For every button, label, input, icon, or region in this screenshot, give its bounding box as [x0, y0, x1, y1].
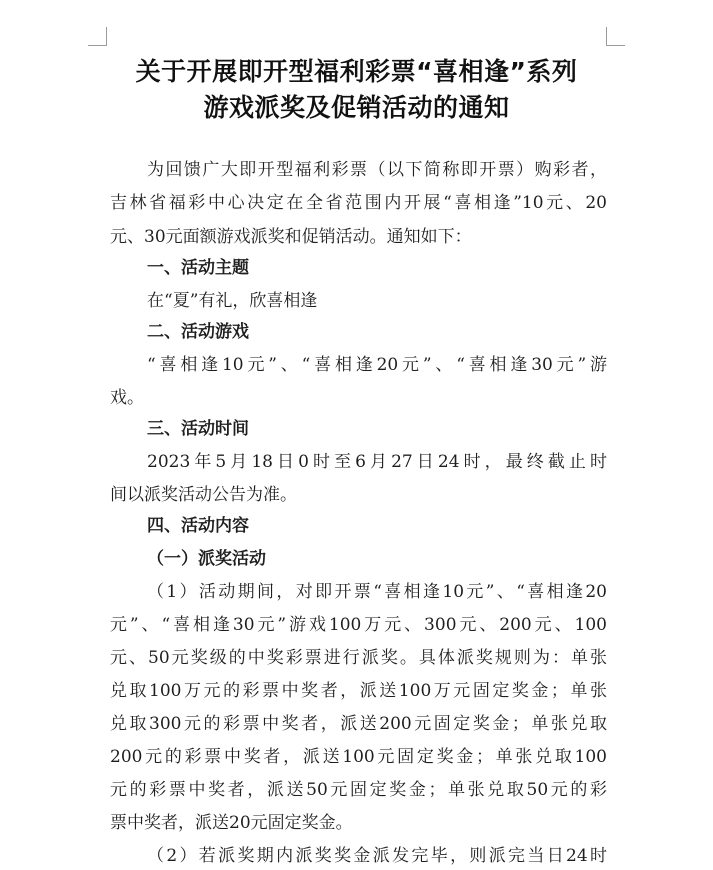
- section-3-text-line-2: 间以派奖活动公告为准。: [110, 485, 297, 505]
- section-1-heading: 一、活动主题: [147, 258, 249, 278]
- item-1-line-4: 兑取100万元的彩票中奖者，派送100万元固定奖金；单张: [110, 681, 607, 701]
- section-2-text-line-2: 戏。: [110, 388, 144, 408]
- section-4-subheading: （一）派奖活动: [147, 549, 266, 569]
- item-1-line-3: 元、50元奖级的中奖彩票进行派奖。具体派奖规则为：单张: [110, 648, 607, 668]
- intro-line-3: 元、30元面额游戏派奖和促销活动。通知如下：: [110, 227, 472, 247]
- section-2-heading: 二、活动游戏: [147, 322, 249, 342]
- item-1-line-5: 兑取300元的彩票中奖者，派送200元固定奖金；单张兑取: [110, 714, 607, 734]
- section-3-heading: 三、活动时间: [147, 419, 249, 439]
- document-title-line-2: 游戏派奖及促销活动的通知: [203, 93, 510, 122]
- item-1-line-7: 元的彩票中奖者，派送50元固定奖金；单张兑取50元的彩: [110, 780, 607, 800]
- crop-mark: [607, 45, 625, 46]
- crop-mark: [606, 27, 607, 46]
- crop-mark: [88, 45, 106, 46]
- item-2-line-1: （2）若派奖期内派奖奖金派发完毕，则派完当日24时: [147, 846, 607, 866]
- intro-line-2: 吉林省福彩中心决定在全省范围内开展“喜相逢”10元、20: [110, 193, 607, 213]
- section-2-text-line-1: “喜相逢10元”、“喜相逢20元”、“喜相逢30元”游: [147, 355, 607, 375]
- section-3-text-line-1: 2023年5月18日0时至6月27日24时，最终截止时: [147, 452, 607, 472]
- crop-mark: [106, 27, 107, 46]
- section-4-heading: 四、活动内容: [147, 516, 249, 536]
- item-1-line-1: （1）活动期间，对即开票“喜相逢10元”、“喜相逢20: [147, 582, 607, 602]
- document-title-line-1: 关于开展即开型福利彩票“喜相逢”系列: [135, 57, 578, 86]
- section-1-text: 在“夏”有礼，欣喜相逢: [147, 291, 318, 311]
- item-1-line-8: 票中奖者，派送20元固定奖金。: [110, 813, 353, 833]
- intro-line-1: 为回馈广大即开型福利彩票（以下简称即开票）购彩者，: [147, 160, 607, 180]
- item-1-line-2: 元”、“喜相逢30元”游戏100万元、300元、200元、100: [110, 615, 607, 635]
- item-1-line-6: 200元的彩票中奖者，派送100元固定奖金；单张兑取100: [110, 747, 607, 767]
